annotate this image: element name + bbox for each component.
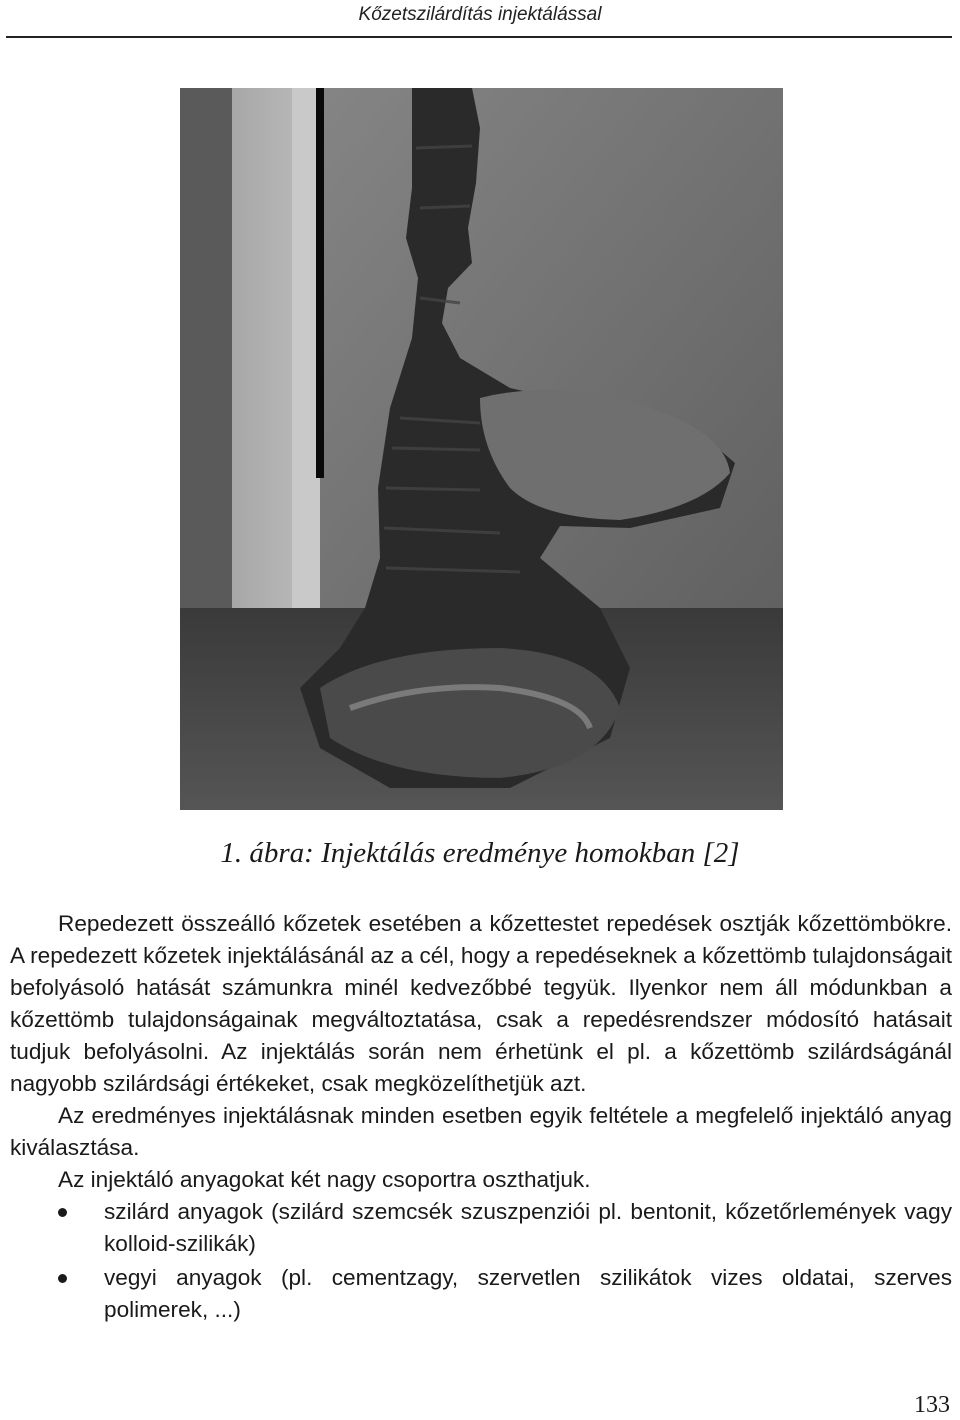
paragraph: Repedezett összeálló kőzetek esetében a kőzettestet repedések osztják kőzettömbökre. A repedezett kőzetek injektálásánál az a cél, hogy a repedéseknek a kőzettömb tulajdonságait befolyásoló hatását számunkra minél kedvezőbbé tegyük. Ilyenkor nem áll módunkban a kőzettömb tulajdonságainak megváltoztatása, csak a repedésrendszer módosító hatásait tudjuk befolyásolni. Az injektálás során nem érhetünk el pl. a kőzettömb szilárdságánál nagyobb szilárdsági értékeket, csak megközelíthetjük azt. <box>10 911 953 1096</box>
running-head: Kőzetszilárdítás injektálással <box>358 4 602 25</box>
figure-photo <box>180 88 783 810</box>
body-text <box>10 908 952 1328</box>
header-rule <box>6 36 952 38</box>
list-item <box>10 1262 952 1326</box>
figure-caption: 1. ábra: Injektálás eredménye homokban [2] <box>220 837 740 869</box>
list-item-text: vegyi anyagok (pl. cementzagy, szervetlen szilikátok vizes oldatai, szerves polimerek, ...) <box>104 1265 952 1322</box>
list-item <box>10 1196 952 1260</box>
paragraph: Az injektáló anyagokat két nagy csoportra oszthatjuk. <box>58 1167 591 1192</box>
bullet-icon <box>58 1208 67 1217</box>
bullet-list <box>10 1196 952 1326</box>
paragraph: Az eredményes injektálásnak minden esetben egyik feltétele a megfelelő injektáló anyag kiválasztása. <box>10 1103 952 1160</box>
list-item-text: szilárd anyagok (szilárd szemcsék szuszpenziói pl. bentonit, kőzetőrlemények vagy kolloid-szilikák) <box>104 1199 952 1256</box>
page-number: 133 <box>914 1392 950 1418</box>
bullet-icon <box>58 1274 67 1283</box>
